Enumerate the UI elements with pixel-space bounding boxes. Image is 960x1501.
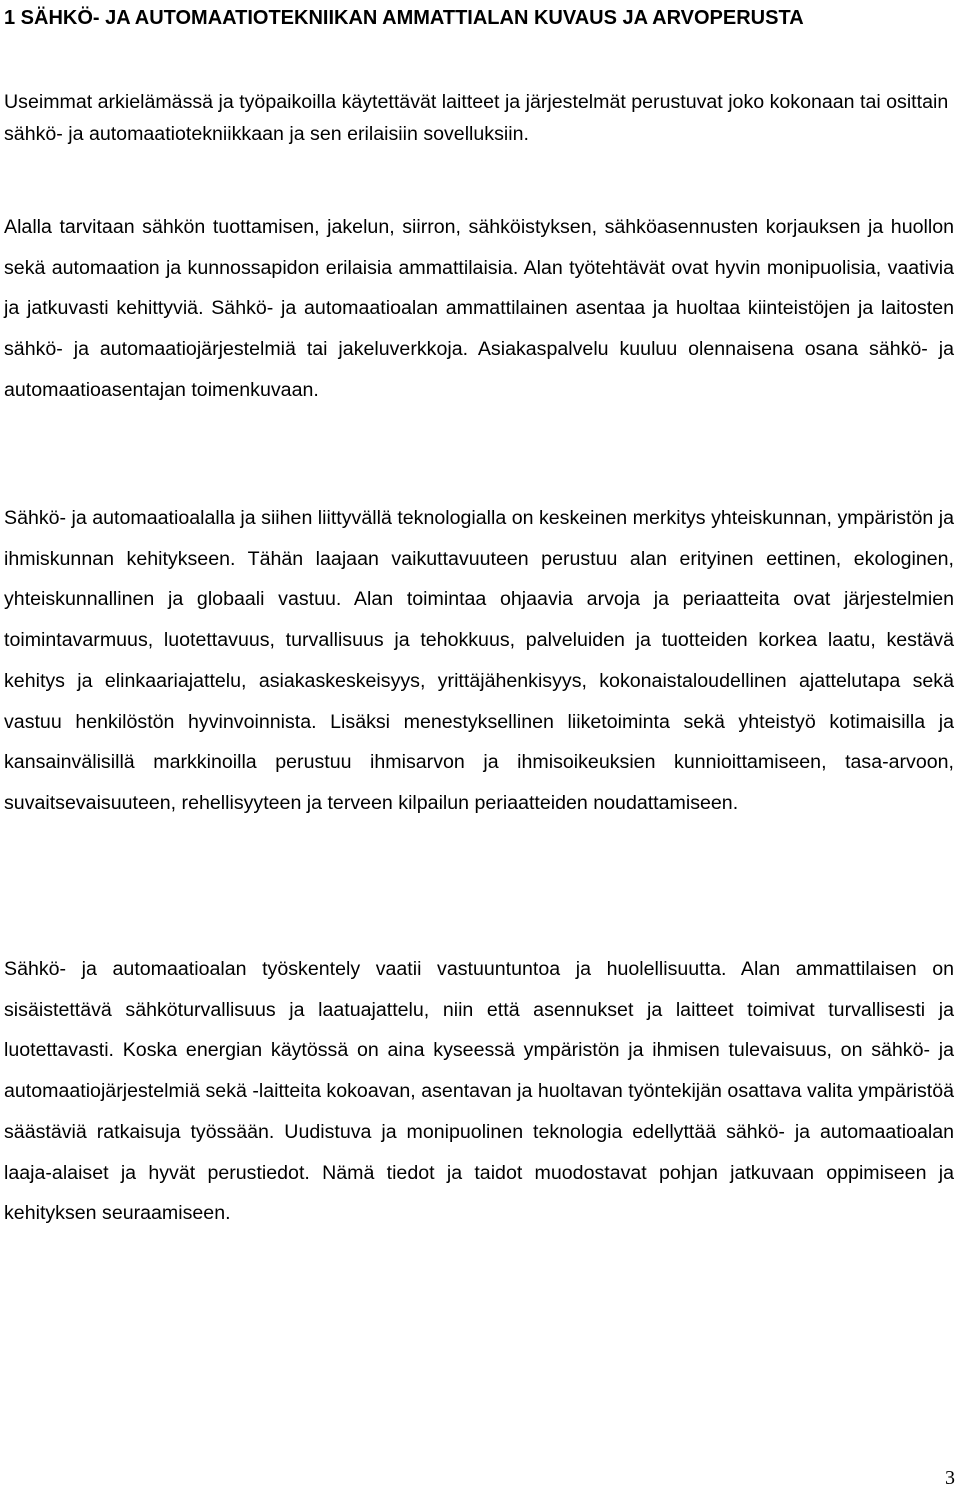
- section-heading: 1 SÄHKÖ- JA AUTOMAATIOTEKNIIKAN AMMATTIALAN KUVAUS JA ARVOPERUSTA: [4, 7, 804, 29]
- paragraph-intro: Useimmat arkielämässä ja työpaikoilla käytettävät laitteet ja järjestelmät perustuvat joko kokonaan tai osittain sähkö- ja automaatiotekniikkaan ja sen erilaisiin sovelluksiin.: [4, 91, 949, 145]
- page-number: 3: [945, 1467, 955, 1489]
- paragraph-responsibility: Sähkö- ja automaatioalan työskentely vaatii vastuuntuntoa ja huolellisuutta. Alan ammattilaisen on sisäistettävä sähköturvallisuus ja laatuajattelu, niin että asennukset ja laitteet toimivat turvallisesti ja luotettavasti. Koska energian käytössä on aina kyseessä ympäristön ja ihmisen tulevaisuus, on sähkö- ja automaatiojärjestelmiä sekä -laitteita kokoavan, asentavan ja huoltavan työntekijän osattava valita ympäristöä säästäviä ratkaisuja työssään. Uudistuva ja monipuolinen teknologia edellyttää sähkö- ja automaatioalan laaja-alaiset ja hyvät perustiedot. Nämä tiedot ja taidot muodostavat pohjan jatkuvaan oppimiseen ja kehityksen seuraamiseen.: [4, 958, 954, 1225]
- paragraph-values: Sähkö- ja automaatioalalla ja siihen liittyvällä teknologialla on keskeinen merkitys yhteiskunnan, ympäristön ja ihmiskunnan kehitykseen. Tähän laajaan vaikuttavuuteen perustuu alan erityinen eettinen, ekologinen, yhteiskunnallinen ja globaali vastuu. Alan toimintaa ohjaavia arvoja ja periaatteita ovat järjestelmien toimintavarmuus, luotettavuus, turvallisuus ja tehokkuus, palveluiden ja tuotteiden korkea laatu, kestävä kehitys ja elinkaariajattelu, asiakaskeskeisyys, yrittäjähenkisyys, kokonaistaloudellinen ajattelutapa sekä vastuu henkilöstön hyvinvoinnista. Lisäksi menestyksellinen liiketoiminta sekä yhteistyö kotimaisilla ja kansainvälisillä markkinoilla perustuu ihmisarvon ja ihmisoikeuksien kunnioittamiseen, tasa-arvoon, suvaitsevaisuuteen, rehellisyyteen ja terveen kilpailun periaatteiden noudattamiseen.: [4, 507, 954, 814]
- paragraph-field-description: Alalla tarvitaan sähkön tuottamisen, jakelun, siirron, sähköistyksen, sähköasennusten korjauksen ja huollon sekä automaation ja kunnossapidon erilaisia ammattilaisia. Alan työtehtävät ovat hyvin monipuolisia, vaativia ja jatkuvasti kehittyviä. Sähkö- ja automaatioalan ammattilainen asentaa ja huoltaa kiinteistöjen ja laitosten sähkö- ja automaatiojärjestelmiä tai jakeluverkkoja. Asiakaspalvelu kuuluu olennaisena osana sähkö- ja automaatioasentajan toimenkuvaan.: [4, 216, 954, 401]
